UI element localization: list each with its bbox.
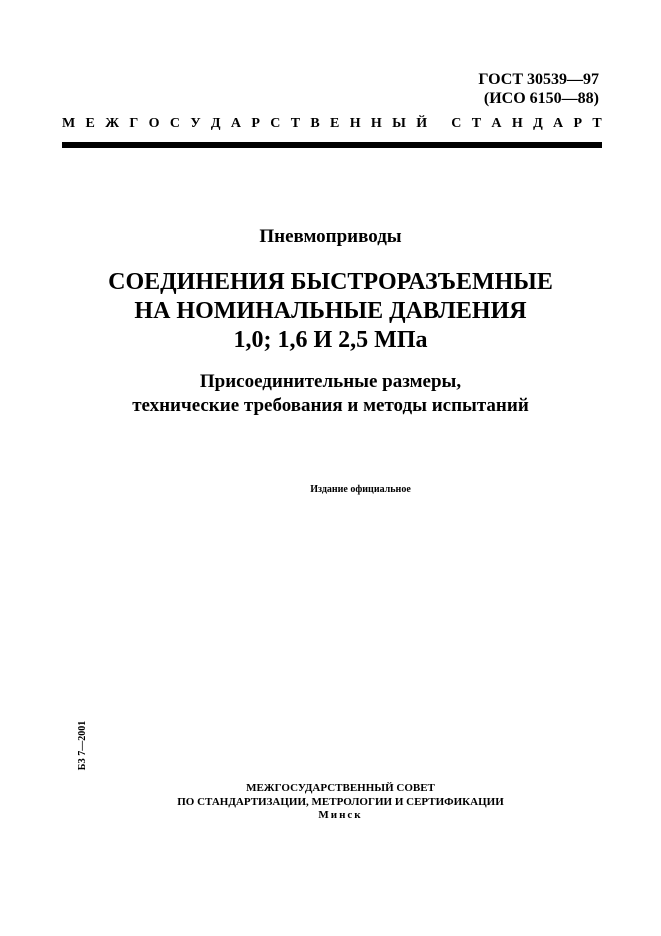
heading-letter: Н [511, 116, 523, 131]
heading-letter: Р [251, 116, 260, 131]
heading-letter: У [190, 116, 201, 131]
heading-letter: О [148, 116, 160, 131]
subtitle-line: Присоединительные размеры, [199, 371, 462, 392]
heading-letter: Ы [392, 116, 406, 131]
heading-letter: Н [370, 116, 382, 131]
standard-type-heading [62, 116, 602, 132]
iso-number: (ИСО 6150—88) [483, 90, 599, 107]
heading-letter: А [230, 116, 242, 131]
heading-letter: Т [471, 116, 482, 131]
side-code: БЗ 7—2001 [77, 720, 89, 771]
heading-letter: Т [290, 116, 301, 131]
main-title-line: 1,0; 1,6 И 2,5 МПа [233, 327, 428, 353]
heading-letter: М [62, 116, 76, 131]
main-title-line: НА НОМИНАЛЬНЫЕ ДАВЛЕНИЯ [134, 298, 527, 324]
publisher-line: МЕЖГОСУДАРСТВЕННЫЙ СОВЕТ [246, 782, 435, 794]
heading-letter: Д [210, 116, 221, 131]
gost-number: ГОСТ 30539—97 [478, 71, 599, 88]
category-title: Пневмоприводы [259, 226, 402, 247]
edition-note: Издание официальное [310, 484, 411, 495]
heading-letter: С [270, 116, 281, 131]
heading-letter: А [491, 116, 502, 131]
subtitle [0, 370, 661, 418]
heading-letter: С [169, 116, 180, 131]
heading-letter: Е [85, 116, 95, 131]
publisher [10, 782, 661, 823]
heading-letter: Н [349, 116, 361, 131]
heading-letter: Й [416, 116, 428, 131]
heading-letter: Т [592, 116, 602, 131]
divider-rule [62, 142, 602, 148]
heading-letter: Р [573, 116, 583, 131]
subtitle-line: технические требования и методы испытаний [132, 395, 529, 416]
publisher-city: Минск [318, 809, 363, 821]
heading-letter: А [553, 116, 564, 131]
heading-letter: Г [129, 116, 139, 131]
heading-letter: В [310, 116, 320, 131]
heading-letter: С [451, 116, 462, 131]
heading-letter: Д [533, 116, 543, 131]
heading-letter: Ж [105, 116, 120, 131]
publisher-line: ПО СТАНДАРТИЗАЦИИ, МЕТРОЛОГИИ И СЕРТИФИКАЦИИ [177, 795, 504, 808]
main-title [0, 268, 661, 355]
main-title-line: СОЕДИНЕНИЯ БЫСТРОРАЗЪЕМНЫЕ [108, 269, 553, 295]
heading-letter: Е [330, 116, 340, 131]
heading-letter [437, 116, 441, 132]
